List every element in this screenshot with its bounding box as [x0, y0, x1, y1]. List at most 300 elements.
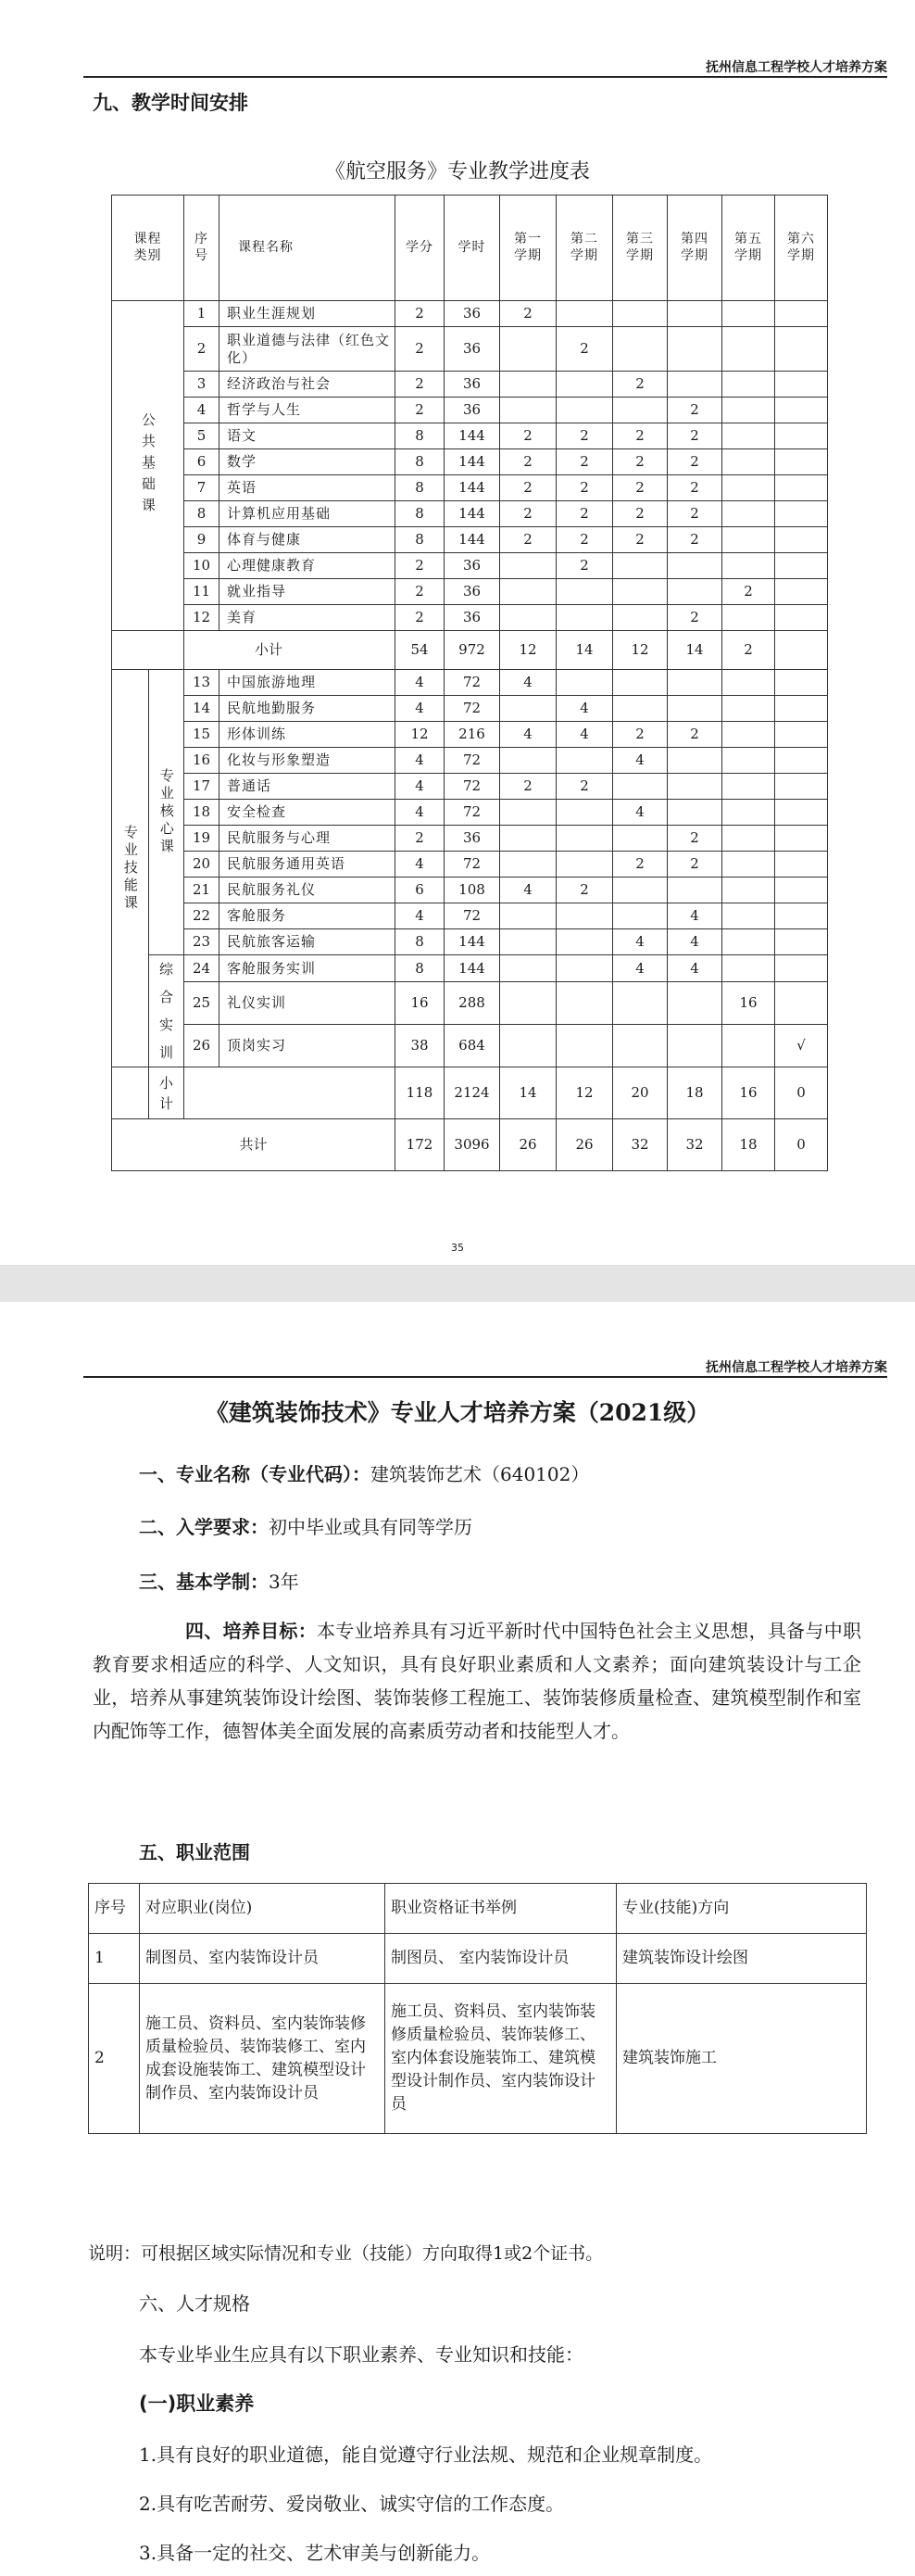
table-cell: 20 — [613, 1067, 668, 1119]
table-cell: 36 — [445, 826, 500, 852]
table-cell: 36 — [445, 327, 500, 372]
table-cell — [668, 553, 722, 579]
table-row — [112, 301, 828, 327]
table-cell — [557, 903, 613, 929]
section-5-label: 五、职业范围 — [139, 1841, 250, 1863]
table-cell — [613, 878, 668, 903]
table-cell: 72 — [445, 903, 500, 929]
table-cell — [722, 553, 775, 579]
table-cell: 2 — [557, 423, 613, 449]
table-cell: 3096 — [445, 1119, 500, 1171]
document-page-35 — [0, 0, 915, 1265]
section-3-label: 三、基本学制： — [139, 1571, 269, 1593]
category-core: 专业核心课 — [149, 670, 184, 955]
table-cell — [775, 722, 828, 748]
course-name: 形体训练 — [219, 722, 395, 748]
table-cell — [668, 327, 722, 372]
table-row — [112, 475, 828, 501]
table-cell: 2 — [722, 579, 775, 605]
table-cell: 2 — [557, 878, 613, 903]
table-row — [112, 327, 828, 372]
course-name: 民航服务通用英语 — [219, 852, 395, 878]
table-cell — [557, 800, 613, 826]
table-cell — [775, 501, 828, 527]
table-cell: 6 — [395, 878, 445, 903]
table-cell: 16 — [722, 1067, 775, 1119]
table-cell: 23 — [184, 929, 219, 955]
table-cell: 2 — [613, 852, 668, 878]
table-cell: 72 — [445, 774, 500, 800]
table-cell: 4 — [395, 670, 445, 696]
table-cell — [775, 696, 828, 722]
table-cell: 4 — [395, 696, 445, 722]
header-term-3: 第三学期 — [613, 196, 668, 301]
table-row — [112, 372, 828, 398]
header-credit: 学分 — [395, 196, 445, 301]
table-cell: 36 — [445, 301, 500, 327]
table-cell: 2 — [668, 449, 722, 475]
course-name: 数学 — [219, 449, 395, 475]
table-cell: 14 — [668, 631, 722, 670]
table-cell: 18 — [184, 800, 219, 826]
table-cell — [722, 852, 775, 878]
table-row — [112, 423, 828, 449]
table-cell — [500, 327, 557, 372]
table-cell — [775, 903, 828, 929]
table-row — [112, 903, 828, 929]
table-cell — [722, 722, 775, 748]
table-cell: 12 — [613, 631, 668, 670]
table-cell — [722, 605, 775, 631]
header-term-1: 第一学期 — [500, 196, 557, 301]
table-cell — [557, 982, 613, 1025]
table-cell — [775, 398, 828, 423]
table-cell: 2 — [395, 579, 445, 605]
table-cell — [668, 774, 722, 800]
table-cell: 2 — [557, 553, 613, 579]
table-cell: 72 — [445, 696, 500, 722]
course-name: 客舱服务 — [219, 903, 395, 929]
table-cell: 18 — [668, 1067, 722, 1119]
table-cell: 建筑装饰施工 — [617, 1984, 867, 2134]
table-cell — [775, 800, 828, 826]
table-cell: 2 — [557, 527, 613, 553]
table-cell — [722, 955, 775, 982]
column-header: 职业资格证书举例 — [385, 1884, 617, 1934]
table-cell — [722, 501, 775, 527]
list-item: 1.具有良好的职业道德，能自觉遵守行业法规、规范和企业规章制度。 — [139, 2443, 713, 2466]
table-cell: 32 — [613, 1119, 668, 1171]
table-cell — [500, 553, 557, 579]
table-cell: 2 — [557, 774, 613, 800]
table-cell — [557, 579, 613, 605]
table-cell — [613, 826, 668, 852]
subsection-title: (一)职业素养 — [139, 2393, 255, 2415]
table-cell — [775, 579, 828, 605]
table-cell: 2 — [668, 527, 722, 553]
table-cell — [613, 696, 668, 722]
header-rule — [83, 76, 887, 78]
document-page-36 — [0, 1302, 915, 2576]
table-cell — [500, 852, 557, 878]
table-cell: 38 — [395, 1025, 445, 1067]
table-cell — [557, 1025, 613, 1067]
course-name: 就业指导 — [219, 579, 395, 605]
table-cell: 36 — [445, 605, 500, 631]
table-cell — [722, 878, 775, 903]
table-cell: 2 — [500, 449, 557, 475]
table-cell: 36 — [445, 579, 500, 605]
table-cell: 2 — [668, 852, 722, 878]
career-scope-table — [88, 1883, 867, 2134]
table-cell: 2 — [668, 398, 722, 423]
table-row — [112, 774, 828, 800]
table-cell: 4 — [613, 748, 668, 774]
table-row — [112, 449, 828, 475]
table-cell — [775, 774, 828, 800]
table-cell: 25 — [184, 982, 219, 1025]
table-row — [112, 1025, 828, 1067]
table-cell — [613, 605, 668, 631]
table-cell — [557, 372, 613, 398]
table-cell: √ — [775, 1025, 828, 1067]
section-1 — [139, 1459, 589, 1486]
table-cell: 16 — [395, 982, 445, 1025]
table-row — [112, 696, 828, 722]
table-cell — [668, 301, 722, 327]
header-hours: 学时 — [445, 196, 500, 301]
table-cell — [722, 696, 775, 722]
table-cell — [775, 327, 828, 372]
table-cell — [722, 423, 775, 449]
table-cell: 108 — [445, 878, 500, 903]
table-cell: 4 — [500, 878, 557, 903]
table-cell — [722, 670, 775, 696]
table-row — [112, 878, 828, 903]
table-cell: 36 — [445, 372, 500, 398]
table-cell: 2 — [500, 423, 557, 449]
table-cell: 26 — [557, 1119, 613, 1171]
table-cell: 2 — [500, 527, 557, 553]
table-cell: 972 — [445, 631, 500, 670]
table-cell — [613, 774, 668, 800]
table-cell: 0 — [775, 1119, 828, 1171]
table-cell — [722, 1025, 775, 1067]
table-cell — [613, 982, 668, 1025]
course-name: 安全检查 — [219, 800, 395, 826]
table-cell — [668, 372, 722, 398]
section-5 — [139, 1837, 250, 1864]
table-header-row — [89, 1884, 867, 1934]
table-cell — [613, 670, 668, 696]
table-cell — [775, 955, 828, 982]
table-cell: 54 — [395, 631, 445, 670]
header-term-4: 第四学期 — [668, 196, 722, 301]
course-name: 哲学与人生 — [219, 398, 395, 423]
table-cell — [722, 903, 775, 929]
course-name: 化妆与形象塑造 — [219, 748, 395, 774]
table-cell — [775, 423, 828, 449]
table-cell — [722, 800, 775, 826]
table-cell: 2 — [557, 449, 613, 475]
table-cell: 72 — [445, 670, 500, 696]
table-cell — [557, 929, 613, 955]
table-cell: 施工员、资料员、室内装饰装修质量检验员、装饰装修工、室内体套设施装饰工、建筑模型设计制作员、室内装饰设计员 — [385, 1984, 617, 2134]
table-row — [112, 553, 828, 579]
list-item: 2.具有吃苦耐劳、爱岗敬业、诚实守信的工作态度。 — [139, 2493, 565, 2515]
header-term-6: 第六学期 — [775, 196, 828, 301]
table-cell: 24 — [184, 955, 219, 982]
table-cell — [112, 1067, 149, 1119]
table-cell: 118 — [395, 1067, 445, 1119]
table-cell: 19 — [184, 826, 219, 852]
table-cell: 8 — [184, 501, 219, 527]
document-title: 《建筑装饰技术》专业人才培养方案（2021级） — [205, 1399, 710, 1426]
table-cell: 2 — [613, 722, 668, 748]
table-cell: 13 — [184, 670, 219, 696]
section-2-label: 二、入学要求： — [139, 1516, 269, 1538]
column-header: 专业(技能)方向 — [617, 1884, 867, 1934]
table-cell — [557, 301, 613, 327]
table-cell: 4 — [668, 903, 722, 929]
course-name: 普通话 — [219, 774, 395, 800]
list-item: 3.具备一定的社交、艺术审美与创新能力。 — [139, 2542, 491, 2564]
table-cell — [722, 929, 775, 955]
table-cell: 14 — [557, 631, 613, 670]
table-cell — [775, 527, 828, 553]
table-cell: 8 — [395, 423, 445, 449]
table-cell — [500, 982, 557, 1025]
column-header: 序号 — [89, 1884, 140, 1934]
course-name: 民航服务礼仪 — [219, 878, 395, 903]
table-cell: 12 — [395, 722, 445, 748]
table-cell — [775, 449, 828, 475]
table-cell: 4 — [613, 800, 668, 826]
table-cell: 5 — [184, 423, 219, 449]
table-row — [112, 800, 828, 826]
table-cell: 1 — [184, 301, 219, 327]
category-professional: 专业技能课 — [112, 670, 149, 1067]
table-cell: 12 — [557, 1067, 613, 1119]
table-row — [89, 1984, 867, 2134]
table-cell — [668, 696, 722, 722]
table-cell: 8 — [395, 501, 445, 527]
table-row — [112, 501, 828, 527]
course-name: 顶岗实习 — [219, 1025, 395, 1067]
table-cell — [722, 398, 775, 423]
table-row — [112, 748, 828, 774]
table-cell: 21 — [184, 878, 219, 903]
table-cell: 2 — [395, 372, 445, 398]
table-cell: 4 — [668, 955, 722, 982]
section-4-label: 四、培养目标： — [185, 1620, 317, 1642]
table-cell: 4 — [613, 929, 668, 955]
table-cell — [500, 955, 557, 982]
table-cell — [112, 631, 184, 670]
table-cell — [775, 605, 828, 631]
table-cell — [557, 826, 613, 852]
note: 说明：可根据区域实际情况和专业（技能）方向取得1或2个证书。 — [88, 2243, 604, 2264]
section-6-label: 六、人才规格 — [139, 2292, 250, 2315]
table-cell: 制图员、室内装饰设计员 — [140, 1934, 385, 1984]
table-cell: 4 — [395, 748, 445, 774]
table-cell: 8 — [395, 955, 445, 982]
course-name: 中国旅游地理 — [219, 670, 395, 696]
table-row — [112, 605, 828, 631]
table-cell — [500, 605, 557, 631]
table-row — [112, 722, 828, 748]
header-rule — [83, 1376, 887, 1378]
section-4 — [93, 1614, 861, 1748]
table-cell: 26 — [500, 1119, 557, 1171]
table-cell: 17 — [184, 774, 219, 800]
table-row — [112, 670, 828, 696]
table-cell — [775, 929, 828, 955]
course-name: 民航服务与心理 — [219, 826, 395, 852]
header-name: 课程名称 — [219, 196, 395, 301]
table-cell: 11 — [184, 579, 219, 605]
table-cell — [500, 826, 557, 852]
table-row — [112, 826, 828, 852]
table-cell — [500, 748, 557, 774]
section-2-value: 初中毕业或具有同等学历 — [269, 1516, 472, 1538]
table-cell: 2 — [557, 327, 613, 372]
table-cell: 2 — [395, 398, 445, 423]
section-3 — [139, 1567, 299, 1594]
table-cell — [775, 475, 828, 501]
table-cell: 制图员、 室内装饰设计员 — [385, 1934, 617, 1984]
table-cell: 10 — [184, 553, 219, 579]
table-row — [112, 527, 828, 553]
table-cell — [613, 553, 668, 579]
course-name: 礼仪实训 — [219, 982, 395, 1025]
table-cell — [722, 748, 775, 774]
table-title: 《航空服务》专业教学进度表 — [324, 160, 590, 183]
header-category: 课程类别 — [112, 196, 184, 301]
total-label: 共计 — [112, 1119, 395, 1171]
table-cell — [500, 398, 557, 423]
table-cell: 2 — [613, 423, 668, 449]
table-cell: 2 — [500, 774, 557, 800]
table-cell — [775, 982, 828, 1025]
table-cell: 144 — [445, 501, 500, 527]
table-cell: 144 — [445, 929, 500, 955]
table-cell: 216 — [445, 722, 500, 748]
table-cell — [668, 800, 722, 826]
table-cell — [722, 826, 775, 852]
section-1-label: 一、专业名称（专业代码）： — [139, 1463, 370, 1485]
course-name: 民航地勤服务 — [219, 696, 395, 722]
table-row — [112, 982, 828, 1025]
table-cell: 144 — [445, 955, 500, 982]
table-cell — [557, 398, 613, 423]
category-training: 综 合 实 训 — [149, 955, 184, 1067]
table-cell: 2 — [668, 501, 722, 527]
page-header: 抚州信息工程学校人才培养方案 — [706, 1360, 887, 1375]
table-row — [112, 929, 828, 955]
table-cell — [500, 696, 557, 722]
table-cell: 6 — [184, 449, 219, 475]
table-cell: 4 — [500, 722, 557, 748]
table-cell: 2 — [500, 475, 557, 501]
table-cell: 0 — [775, 1067, 828, 1119]
table-cell — [500, 1025, 557, 1067]
table-cell — [775, 826, 828, 852]
table-cell — [668, 1025, 722, 1067]
table-cell: 2 — [668, 826, 722, 852]
table-cell — [775, 852, 828, 878]
table-cell: 4 — [395, 903, 445, 929]
table-cell — [557, 670, 613, 696]
table-cell — [613, 1025, 668, 1067]
table-cell: 2 — [613, 527, 668, 553]
total-row — [112, 1119, 828, 1171]
table-cell: 8 — [395, 475, 445, 501]
table-cell: 144 — [445, 475, 500, 501]
table-cell: 建筑装饰设计绘图 — [617, 1934, 867, 1984]
table-header-row — [112, 196, 828, 301]
table-cell — [668, 982, 722, 1025]
table-cell: 684 — [445, 1025, 500, 1067]
table-cell: 4 — [395, 852, 445, 878]
table-cell — [775, 878, 828, 903]
table-cell: 8 — [395, 527, 445, 553]
table-cell: 4 — [395, 774, 445, 800]
table-cell: 2 — [668, 475, 722, 501]
subtotal-row — [112, 631, 828, 670]
table-cell — [557, 748, 613, 774]
table-cell — [613, 301, 668, 327]
table-cell: 4 — [668, 929, 722, 955]
course-name: 语文 — [219, 423, 395, 449]
category-public: 公共基础课 — [112, 301, 184, 631]
table-cell: 4 — [184, 398, 219, 423]
table-cell: 144 — [445, 527, 500, 553]
table-cell: 12 — [184, 605, 219, 631]
table-cell: 施工员、资料员、室内装饰装修质量检验员、装饰装修工、室内成套设施装饰工、建筑模型设计制作员、室内装饰设计员 — [140, 1984, 385, 2134]
table-cell: 36 — [445, 553, 500, 579]
table-cell: 14 — [184, 696, 219, 722]
table-cell: 4 — [557, 722, 613, 748]
table-cell — [500, 372, 557, 398]
table-cell: 2 — [500, 501, 557, 527]
table-cell: 144 — [445, 449, 500, 475]
table-row — [112, 955, 828, 982]
table-cell: 144 — [445, 423, 500, 449]
table-cell — [722, 327, 775, 372]
column-header: 对应职业(岗位) — [140, 1884, 385, 1934]
subtotal-label: 小 计 — [149, 1067, 184, 1119]
table-cell: 16 — [722, 982, 775, 1025]
table-cell: 3 — [184, 372, 219, 398]
table-cell: 1 — [89, 1934, 140, 1984]
table-cell: 36 — [445, 398, 500, 423]
table-cell: 2 — [395, 301, 445, 327]
table-cell: 2 — [613, 449, 668, 475]
table-cell: 2 — [613, 372, 668, 398]
table-cell — [775, 301, 828, 327]
table-cell: 72 — [445, 748, 500, 774]
section-2 — [139, 1512, 472, 1539]
table-cell — [557, 955, 613, 982]
table-cell — [557, 852, 613, 878]
table-row — [89, 1934, 867, 1984]
table-cell — [500, 929, 557, 955]
table-cell: 72 — [445, 852, 500, 878]
table-cell — [775, 553, 828, 579]
table-cell: 2 — [184, 327, 219, 372]
header-seq: 序号 — [184, 196, 219, 301]
